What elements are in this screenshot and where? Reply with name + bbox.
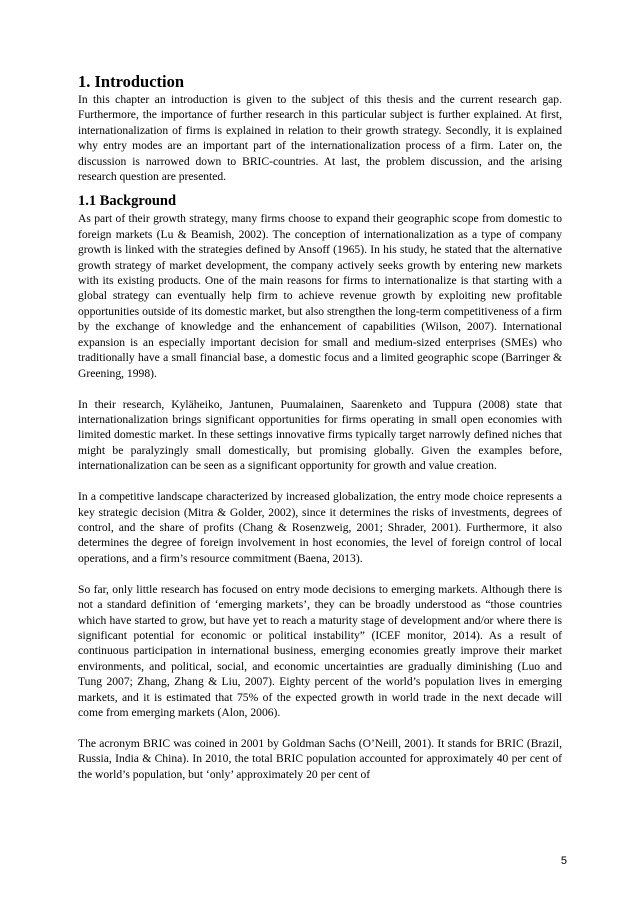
background-paragraph-2: In their research, Kyläheiko, Jantunen, Puumalainen, Saarenketo and Tuppura (2008) state that internationalization brings significant opportunities for firms operating in small open economies with limited domestic market. In these settings innovative firms typically target narrowly defined niches that might be paralyzingly small domestically, but promising globally. Given the examples before, internationalization can be seen as a significant opportunity for growth and value creation.: [78, 397, 562, 473]
background-paragraph-3: In a competitive landscape characterized by increased globalization, the entry mode choice represents a key strategic decision (Mitra & Golder, 2002), since it determines the risks of investments, degrees of control, and the share of profits (Chang & Rosenzweig, 2001; Shrader, 2001). Furthermore, it also determines the degree of foreign involvement in host economies, the level of foreign control of local operations, and a firm’s resource commitment (Baena, 2013).: [78, 490, 562, 565]
document-page: [78, 72, 562, 798]
background-paragraph-1: As part of their growth strategy, many firms choose to expand their geographic scope from domestic to foreign markets (Lu & Beamish, 2002). The conception of internationalization as a type of company growth is linked with the strategies defined by Ansoff (1965). In his study, he stated that the alternative growth strategy of market development, the company actively seeks growth by entering new markets with its existing products. One of the main reasons for firms to internationalize is that starting with a global strategy can eventually help firm to achieve revenue growth by exploiting new profitable opportunities outside of its domestic market, but also strengthen the long-term competitiveness of a firm by the exchange of knowledge and the enhancement of capabilities (Wilson, 2007). International expansion is an especially important decision for small and medium-sized enterprises (SMEs) who traditionally have a small financial base, a domestic focus and a limited geographic scope (Barringer & Greening, 1998).: [78, 212, 562, 380]
subsection-heading: 1.1 Background: [78, 193, 177, 210]
background-paragraph-4: So far, only little research has focused on entry mode decisions to emerging markets. Although there is not a standard definition of ‘emerging markets’, they can be broadly understood as “those countries which have started to grow, but have yet to reach a maturity stage of development and/or where there is significant potential for economic or political instability” (ICEF monitor, 2014). As a result of continuous participation in international business, emerging economies greatly improve their market environments, and political, social, and economic uncertainties are gradually diminishing (Luo and Tung 2007; Zhang, Zhang & Liu, 2007). Eighty percent of the world’s population lives in emerging markets, and it is estimated that 75% of the expected growth in world trade in the next decade will come from emerging markets (Alon, 2006).: [78, 582, 562, 719]
page-number: 5: [560, 855, 567, 867]
background-paragraph-5: The acronym BRIC was coined in 2001 by Goldman Sachs (O’Neill, 2001). It stands for BRIC (Brazil, Russia, India & China). In 2010, the total BRIC population accounted for approximately 40 per cent of the world’s population, but ‘only’ approximately 20 per cent of: [78, 737, 562, 781]
section-heading: 1. Introduction: [78, 72, 185, 91]
intro-paragraph: In this chapter an introduction is given to the subject of this thesis and the current research gap. Furthermore, the importance of further research in this particular subject is further explained. At first, internationalization of firms is explained in relation to their growth strategy. Secondly, it is explained why entry modes are an important part of the internationalization process of a firm. Later on, the discussion is narrowed down to BRIC-countries. At last, the problem discussion, and the arising research question are presented.: [78, 93, 562, 184]
